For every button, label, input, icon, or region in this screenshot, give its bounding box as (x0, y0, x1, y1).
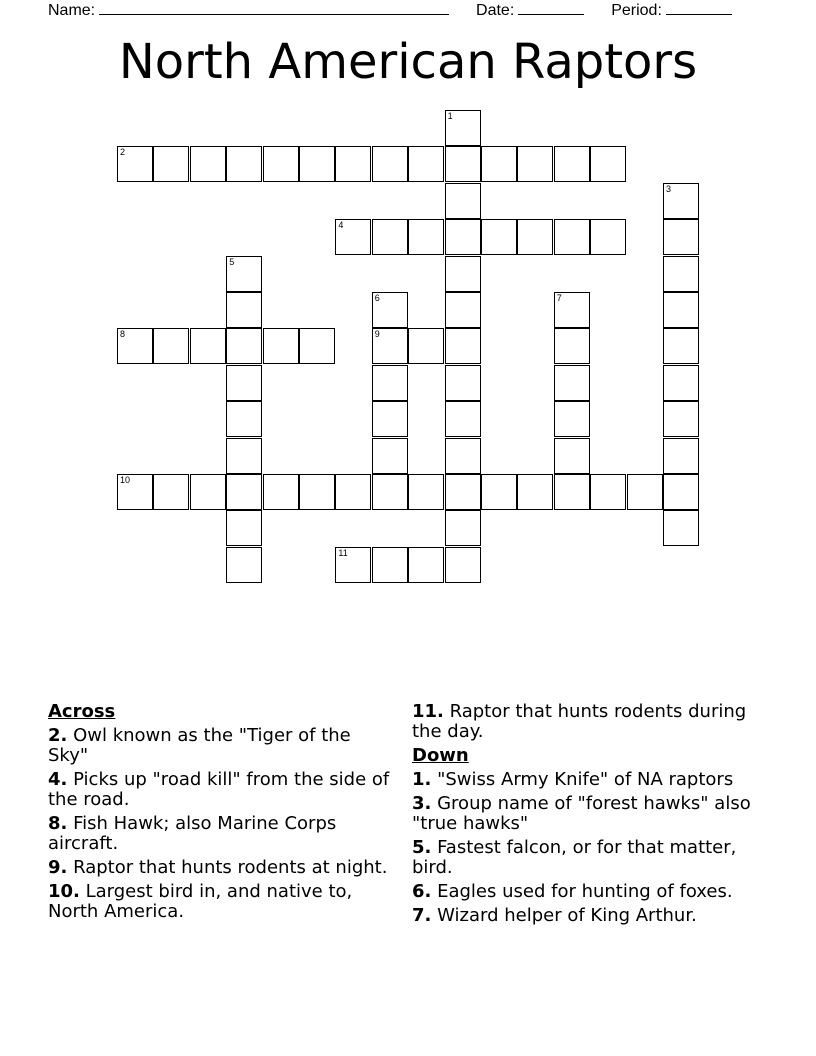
crossword-cell[interactable] (445, 510, 481, 546)
crossword-cell[interactable] (445, 219, 481, 255)
crossword-cell[interactable] (517, 219, 553, 255)
period-field[interactable] (666, 0, 732, 15)
cell-number: 4 (338, 220, 344, 231)
crossword-cell[interactable] (663, 365, 699, 401)
crossword-cell[interactable] (226, 401, 262, 437)
crossword-cell[interactable] (445, 474, 481, 510)
cell-number: 8 (120, 329, 126, 340)
crossword-cell[interactable] (372, 474, 408, 510)
clues-column-right (412, 702, 772, 930)
across-heading: Across (48, 701, 116, 722)
cell-number: 6 (374, 293, 380, 303)
crossword-cell[interactable] (517, 146, 553, 182)
crossword-cell[interactable] (445, 365, 481, 401)
clue-across-9: 9. Raptor that hunts rodents at night. (48, 857, 388, 878)
crossword-cell[interactable] (445, 438, 481, 474)
clue-down-7: 7. Wizard helper of King Arthur. (412, 905, 697, 926)
crossword-cell[interactable] (445, 146, 481, 182)
crossword-cell[interactable] (445, 256, 481, 292)
crossword-cell[interactable] (445, 110, 481, 146)
crossword-cell[interactable] (263, 474, 299, 510)
crossword-cell[interactable] (663, 401, 699, 437)
crossword-cell[interactable] (117, 146, 153, 182)
crossword-cell[interactable] (190, 474, 226, 510)
crossword-cell[interactable] (372, 146, 408, 182)
crossword-cell[interactable] (263, 328, 299, 364)
crossword-cell[interactable] (481, 146, 517, 182)
crossword-cell[interactable] (335, 146, 371, 182)
crossword-cell[interactable] (299, 328, 335, 364)
date-label: Date: (476, 2, 515, 19)
period-label: Period: (611, 2, 662, 19)
crossword-cell[interactable] (590, 474, 626, 510)
crossword-cell[interactable] (372, 292, 408, 328)
crossword-cell[interactable] (226, 328, 262, 364)
clue-across-2: 2. Owl known as the "Tiger of the Sky" (48, 725, 351, 766)
crossword-cell[interactable] (445, 328, 481, 364)
crossword-cell[interactable] (445, 547, 481, 583)
crossword-cell[interactable] (117, 474, 153, 510)
crossword-cell[interactable] (372, 365, 408, 401)
crossword-cell[interactable] (335, 474, 371, 510)
crossword-cell[interactable] (226, 146, 262, 182)
cell-number: 7 (556, 293, 562, 303)
crossword-cell[interactable] (299, 474, 335, 510)
crossword-cell[interactable] (226, 365, 262, 401)
crossword-cell[interactable] (372, 401, 408, 437)
cell-number: 1 (447, 111, 453, 121)
clue-across-8: 8. Fish Hawk; also Marine Corps aircraft. (48, 813, 337, 854)
crossword-cell[interactable] (372, 328, 408, 364)
crossword-cell[interactable] (408, 547, 444, 583)
crossword-cell[interactable] (153, 146, 189, 182)
crossword-cell[interactable] (590, 219, 626, 255)
crossword-cell[interactable] (226, 547, 262, 583)
crossword-cell[interactable] (554, 474, 590, 510)
crossword-cell[interactable] (445, 183, 481, 219)
crossword-cell[interactable] (554, 328, 590, 364)
crossword-cell[interactable] (517, 474, 553, 510)
clues-column-left (48, 702, 393, 926)
cell-number: 3 (666, 183, 672, 194)
crossword-cell[interactable] (627, 474, 663, 510)
name-field[interactable] (99, 0, 449, 15)
clue-down-6: 6. Eagles used for hunting of foxes. (412, 881, 733, 902)
crossword-cell[interactable] (190, 146, 226, 182)
crossword-cell[interactable] (554, 292, 590, 328)
crossword-cell[interactable] (554, 365, 590, 401)
crossword-cell[interactable] (372, 219, 408, 255)
crossword-cell[interactable] (663, 474, 699, 510)
crossword-cell[interactable] (226, 292, 262, 328)
crossword-cell[interactable] (481, 474, 517, 510)
crossword-cell[interactable] (408, 328, 444, 364)
cell-number: 11 (338, 547, 348, 558)
crossword-cell[interactable] (226, 474, 262, 510)
crossword-cell[interactable] (663, 292, 699, 328)
crossword-cell[interactable] (335, 219, 371, 255)
clue-across-4: 4. Picks up "road kill" from the side of the road. (48, 769, 390, 810)
crossword-cell[interactable] (117, 328, 153, 364)
cell-number: 9 (374, 329, 380, 340)
crossword-cell[interactable] (663, 256, 699, 292)
cell-number: 2 (120, 147, 126, 158)
crossword-cell[interactable] (372, 438, 408, 474)
clue-across-10: 10. Largest bird in, and native to, North America. (48, 881, 353, 922)
crossword-cell[interactable] (445, 401, 481, 437)
crossword-cell[interactable] (481, 219, 517, 255)
name-label: Name: (48, 2, 96, 19)
clue-down-5: 5. Fastest falcon, or for that matter, bird. (412, 837, 737, 878)
crossword-cell[interactable] (554, 146, 590, 182)
crossword-cell[interactable] (663, 183, 699, 219)
cell-number: 5 (229, 256, 235, 267)
crossword-cell[interactable] (335, 547, 371, 583)
crossword-cell[interactable] (663, 219, 699, 255)
crossword-cell[interactable] (153, 474, 189, 510)
down-heading: Down (412, 745, 469, 766)
crossword-cell[interactable] (299, 146, 335, 182)
clue-down-3: 3. Group name of "forest hawks" also "true hawks" (412, 793, 751, 834)
crossword-cell[interactable] (226, 256, 262, 292)
crossword-cell[interactable] (226, 510, 262, 546)
crossword-cell[interactable] (408, 219, 444, 255)
crossword-cell[interactable] (663, 510, 699, 546)
crossword-cell[interactable] (663, 438, 699, 474)
crossword-cell[interactable] (226, 438, 262, 474)
crossword-cell[interactable] (554, 219, 590, 255)
page-title: North American Raptors (118, 34, 698, 90)
crossword-cell[interactable] (554, 401, 590, 437)
clue-down-1: 1. "Swiss Army Knife" of NA raptors (412, 769, 734, 790)
crossword-cell[interactable] (408, 474, 444, 510)
crossword-cell[interactable] (554, 438, 590, 474)
crossword-cell[interactable] (263, 146, 299, 182)
clue-across-11: 11. Raptor that hunts rodents during the day. (412, 701, 747, 742)
crossword-cell[interactable] (408, 146, 444, 182)
crossword-cell[interactable] (590, 146, 626, 182)
crossword-cell[interactable] (153, 328, 189, 364)
crossword-cell[interactable] (372, 547, 408, 583)
crossword-cell[interactable] (445, 292, 481, 328)
crossword-cell[interactable] (663, 328, 699, 364)
worksheet-header (48, 0, 732, 20)
cell-number: 10 (120, 475, 131, 485)
date-field[interactable] (518, 0, 584, 15)
crossword-cell[interactable] (190, 328, 226, 364)
